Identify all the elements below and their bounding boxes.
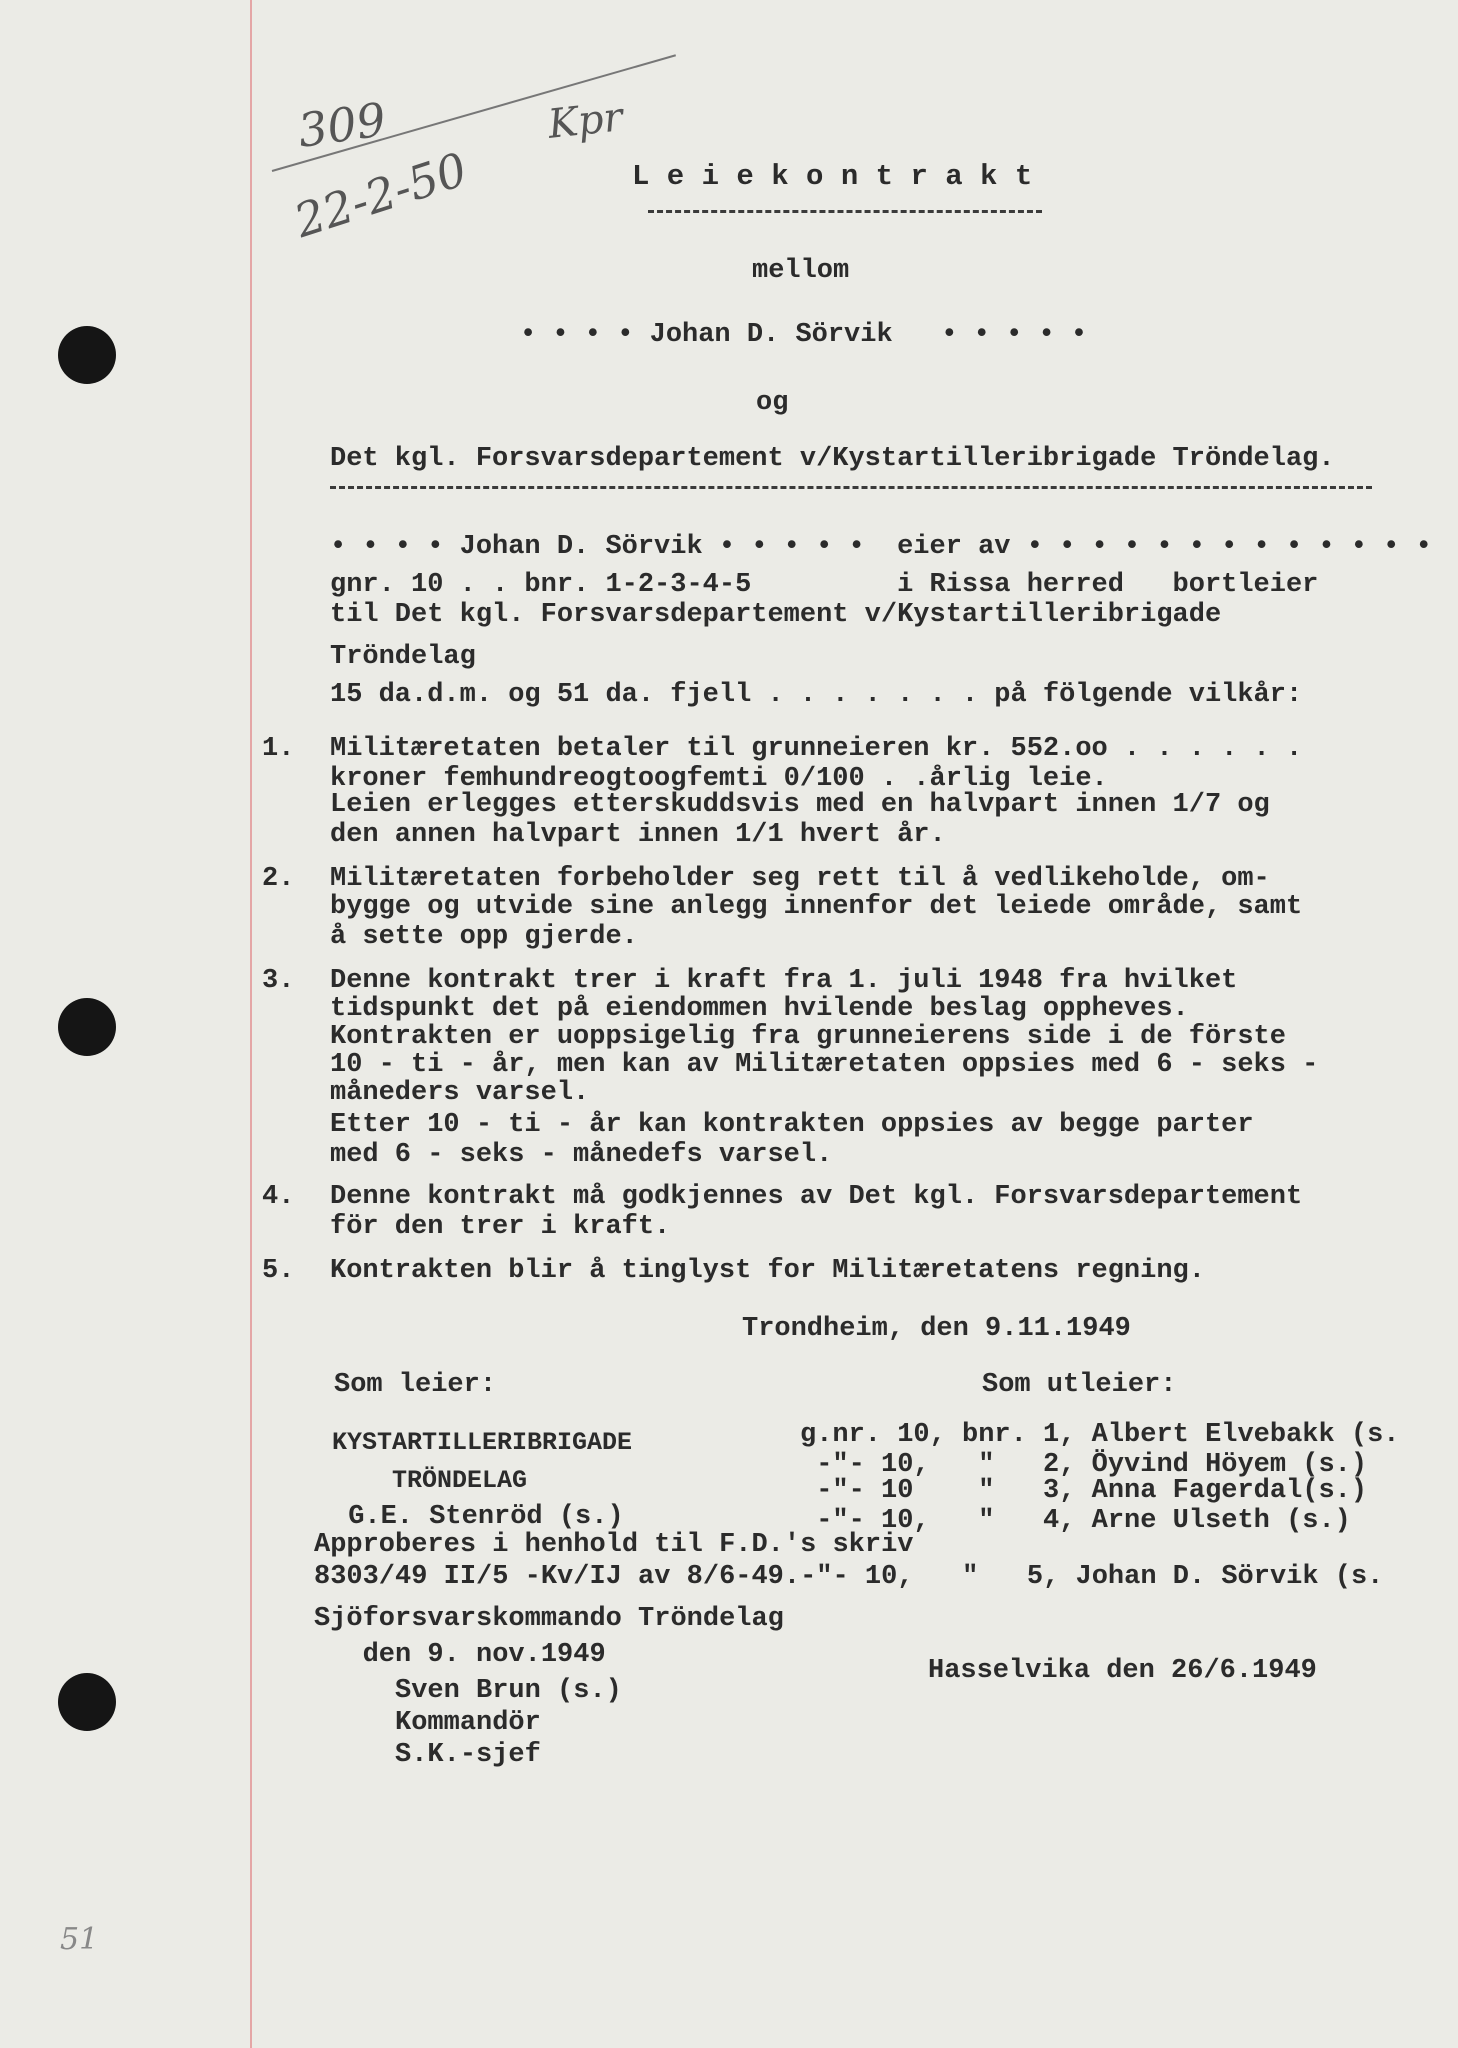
lessor-line: -"- 10, " 4, Arne Ulseth (s.) — [800, 1506, 1351, 1536]
clause-line: Denne kontrakt må godkjennes av Det kgl. Forsvarsdepartement — [330, 1182, 1303, 1212]
command-line: den 9. nov.1949 — [314, 1640, 606, 1670]
clause-line: 10 - ti - år, men kan av Militæretaten oppsies med 6 - seks - — [330, 1050, 1319, 1080]
party1-line: • • • • Johan D. Sörvik • • • • • — [520, 320, 1088, 350]
lessor-place-date: Hasselvika den 26/6.1949 — [928, 1656, 1317, 1686]
clause-line: Etter 10 - ti - år kan kontrakten oppsies av begge parter — [330, 1110, 1254, 1140]
lessor-line: -"- 10 " 3, Anna Fagerdal(s.) — [800, 1476, 1368, 1506]
document-title: L e i e k o n t r a k t — [632, 160, 1033, 193]
approval-line: 8303/49 II/5 -Kv/IJ av 8/6-49.-"- 10, " 5, Johan D. Sörvik (s. — [314, 1562, 1384, 1592]
margin-line — [250, 0, 252, 2048]
punch-hole-bottom — [58, 1673, 116, 1731]
clause-number: 3. — [262, 966, 295, 996]
clause-number: 4. — [262, 1182, 295, 1212]
annotation-number: 309 — [294, 92, 390, 158]
and-label: og — [756, 388, 789, 418]
intro-line: • • • • Johan D. Sörvik • • • • • eier av • • • • • • • • • • • • • — [330, 532, 1432, 562]
intro-line: 15 da.d.m. og 51 da. fjell . . . . . . . på fölgende vilkår: — [330, 680, 1303, 710]
clause-line: måneders varsel. — [330, 1078, 590, 1108]
annotation-initials: Kpr — [545, 94, 625, 148]
title-underline — [648, 210, 1042, 213]
clause-line: Kontrakten er uoppsigelig fra grunneierens side i de förste — [330, 1022, 1286, 1052]
command-line: Sjöforsvarskommando Tröndelag — [314, 1604, 784, 1634]
clause-line: Militæretaten betaler til grunneieren kr. 552.oo . . . . . . — [330, 734, 1303, 764]
clause-line: med 6 - seks - månedefs varsel. — [330, 1140, 833, 1170]
command-line: Sven Brun (s.) — [314, 1676, 622, 1706]
intro-line: til Det kgl. Forsvarsdepartement v/Kystartilleribrigade — [330, 600, 1222, 630]
lessee-line: TRÖNDELAG — [332, 1466, 528, 1495]
lessee-heading: Som leier: — [334, 1370, 497, 1400]
place-date: Trondheim, den 9.11.1949 — [742, 1314, 1131, 1344]
clause-number: 5. — [262, 1256, 295, 1286]
clause-line: för den trer i kraft. — [330, 1212, 671, 1242]
clause-line: kroner femhundreogtoogfemti 0/100 . .årlig leie. — [330, 764, 1108, 794]
clause-line: å sette opp gjerde. — [330, 922, 638, 952]
command-line: S.K.-sjef — [314, 1740, 541, 1770]
corner-mark: 51 — [60, 1922, 99, 1957]
lessee-line: KYSTARTILLERIBRIGADE — [332, 1428, 633, 1457]
annotation-date: 22-2-50 — [287, 141, 474, 249]
clause-number: 2. — [262, 864, 295, 894]
clause-line: Militæretaten forbeholder seg rett til å vedlikeholde, om- — [330, 864, 1270, 894]
punch-hole-middle — [58, 998, 116, 1056]
punch-hole-top — [58, 326, 116, 384]
party2-line: Det kgl. Forsvarsdepartement v/Kystartilleribrigade Tröndelag. — [330, 444, 1335, 474]
clause-line: den annen halvpart innen 1/1 hvert år. — [330, 820, 946, 850]
lessor-heading: Som utleier: — [982, 1370, 1177, 1400]
clause-line: Denne kontrakt trer i kraft fra 1. juli 1948 fra hvilket — [330, 966, 1238, 996]
approval-line: Approberes i henhold til F.D.'s skriv — [314, 1530, 914, 1560]
party2-underline — [330, 486, 1372, 489]
clause-line: Leien erlegges etterskuddsvis med en halvpart innen 1/7 og — [330, 790, 1270, 820]
lessor-line: -"- 10, " 2, Öyvind Höyem (s.) — [800, 1450, 1368, 1480]
lessee-line: G.E. Stenröd (s.) — [332, 1502, 624, 1532]
clause-line: Kontrakten blir å tinglyst for Militæretatens regning. — [330, 1256, 1205, 1286]
clause-line: tidspunkt det på eiendommen hvilende beslag oppheves. — [330, 994, 1189, 1024]
intro-line: Tröndelag — [330, 642, 476, 672]
lessor-line: g.nr. 10, bnr. 1, Albert Elvebakk (s. — [800, 1420, 1400, 1450]
between-label: mellom — [752, 256, 850, 286]
clause-line: bygge og utvide sine anlegg innenfor det leiede område, samt — [330, 892, 1303, 922]
command-line: Kommandör — [314, 1708, 541, 1738]
intro-line: gnr. 10 . . bnr. 1-2-3-4-5 i Rissa herred bortleier — [330, 570, 1319, 600]
clause-number: 1. — [262, 734, 295, 764]
